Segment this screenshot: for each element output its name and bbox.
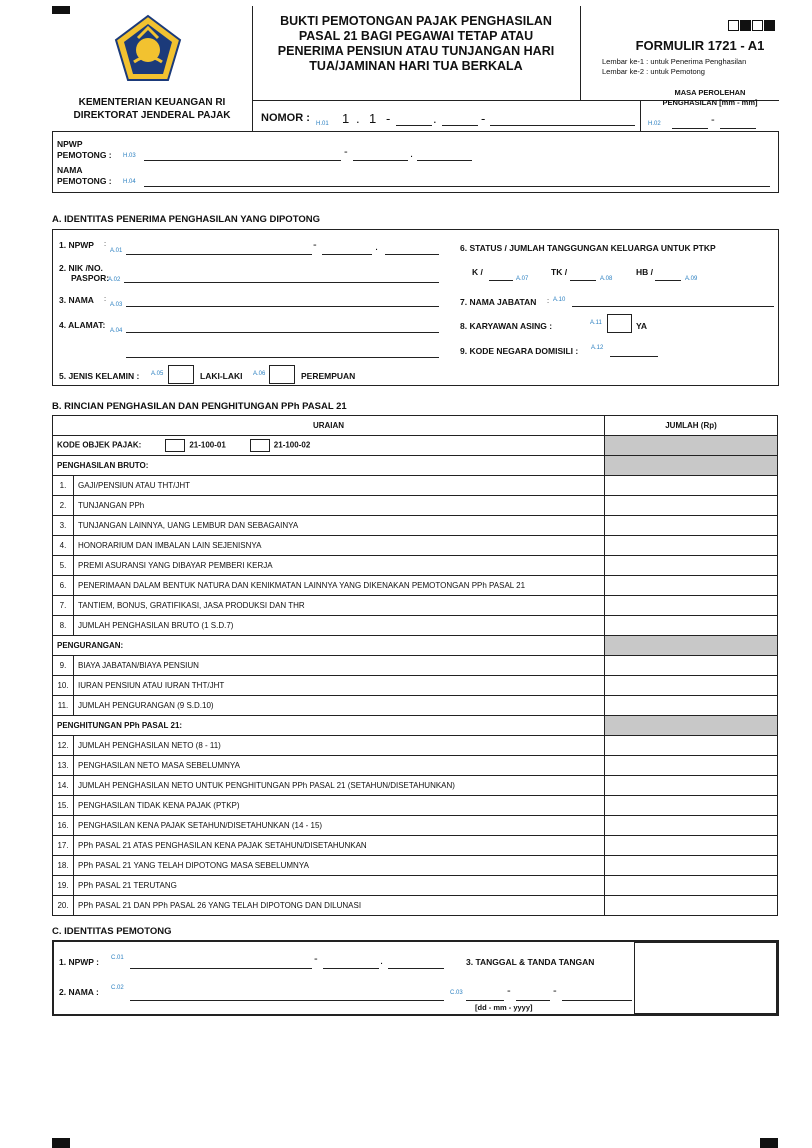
row-amount-field[interactable]	[605, 496, 778, 516]
bruto-header: PENGHASILAN BRUTO:	[53, 456, 605, 476]
row-amount-field[interactable]	[605, 556, 778, 576]
table-row	[53, 776, 778, 796]
sheet-indicator-boxes	[728, 18, 775, 29]
row-number: 16.	[53, 816, 74, 836]
pengurangan-header-amount	[605, 636, 778, 656]
row-number: 18.	[53, 856, 74, 876]
row-number: 3.	[53, 516, 74, 536]
table-row	[53, 576, 778, 596]
row-description: PENGHASILAN KENA PAJAK SETAHUN/DISETAHUNKAN (14 - 15)	[74, 816, 605, 836]
sheet-note-2: Lembar ke-2 : untuk Pemotong	[602, 67, 705, 76]
nama-pemotong-code: H.04	[123, 179, 136, 185]
corner-mark-bottom-right	[760, 1138, 778, 1148]
nomor-dot: .	[433, 111, 437, 126]
a-nik-code: A.02	[108, 277, 121, 283]
row-description: JUMLAH PENGHASILAN NETO (8 - 11)	[74, 736, 605, 756]
npwp-pemotong-code: H.03	[123, 153, 136, 159]
masa-code: H.02	[648, 121, 661, 127]
section-b-title: B. RINCIAN PENGHASILAN DAN PENGHITUNGAN PPh PASAL 21	[52, 401, 347, 412]
npwp-pemotong-label	[57, 139, 112, 161]
row-amount-field[interactable]	[605, 776, 778, 796]
row-number: 2.	[53, 496, 74, 516]
a-npwp-dot: .	[375, 241, 379, 253]
a-nama-colon: :	[104, 294, 107, 303]
row-amount-field[interactable]	[605, 856, 778, 876]
row-number: 20.	[53, 896, 74, 916]
row-amount-field[interactable]	[605, 476, 778, 496]
masa-start-field[interactable]	[672, 128, 708, 129]
nomor-dash-1: -	[386, 111, 391, 126]
c-npwp-dot: .	[380, 955, 384, 967]
a-npwp-field-1[interactable]	[126, 254, 312, 255]
npwp-pemotong-label-1: NPWP	[57, 139, 83, 149]
a-perempuan-label: PEREMPUAN	[301, 371, 356, 381]
table-row	[53, 896, 778, 916]
a-nik-label-2: PASPOR:	[71, 273, 110, 283]
a-npwp-field-2[interactable]	[322, 254, 372, 255]
section-c-title: C. IDENTITAS PEMOTONG	[52, 926, 172, 937]
table-row	[53, 596, 778, 616]
row-number: 17.	[53, 836, 74, 856]
ministry-logo	[112, 14, 184, 86]
sheet-note-1: Lembar ke-1 : untuk Penerima Penghasilan	[602, 57, 747, 66]
a-laki-code: A.05	[151, 371, 164, 377]
c-npwp-label: 1. NPWP :	[59, 957, 99, 967]
kode-objek-amount	[605, 436, 778, 456]
a-k-code: A.07	[516, 276, 529, 282]
row-number: 15.	[53, 796, 74, 816]
table-row	[53, 536, 778, 556]
a-karyawan-asing-label: 8. KARYAWAN ASING :	[460, 321, 553, 331]
masa-line-1: MASA PEROLEHAN	[674, 88, 746, 97]
row-amount-field[interactable]	[605, 896, 778, 916]
form-title-line-3: PENERIMA PENSIUN ATAU TUNJANGAN HARI	[277, 44, 555, 58]
row-number: 10.	[53, 676, 74, 696]
row-amount-field[interactable]	[605, 676, 778, 696]
row-description: TANTIEM, BONUS, GRATIFIKASI, JASA PRODUKSI DAN THR	[74, 596, 605, 616]
c-nama-label: 2. NAMA :	[59, 987, 99, 997]
col-uraian-header: URAIAN	[53, 416, 605, 436]
form-title-line-1: BUKTI PEMOTONGAN PAJAK PENGHASILAN	[280, 14, 552, 28]
ministry-line-2: DIREKTORAT JENDERAL PAJAK	[73, 110, 231, 121]
table-row	[53, 756, 778, 776]
c-nama-field[interactable]	[130, 1000, 444, 1001]
row-description: TUNJANGAN LAINNYA, UANG LEMBUR DAN SEBAGAINYA	[74, 516, 605, 536]
a-status-label: 6. STATUS / JUMLAH TANGGUNGAN KELUARGA UNTUK PTKP	[460, 243, 716, 253]
row-description: JUMLAH PENGHASILAN BRUTO (1 S.D.7)	[74, 616, 605, 636]
row-description: PPh PASAL 21 YANG TELAH DIPOTONG MASA SEBELUMNYA	[74, 856, 605, 876]
row-amount-field[interactable]	[605, 516, 778, 536]
row-description: JUMLAH PENGURANGAN (9 S.D.10)	[74, 696, 605, 716]
nama-pemotong-label	[57, 165, 112, 187]
row-number: 9.	[53, 656, 74, 676]
c-npwp-field-3[interactable]	[388, 968, 444, 969]
a-alamat-label: 4. ALAMAT:	[59, 320, 106, 330]
a-negara-code: A.12	[591, 345, 604, 351]
table-row	[53, 876, 778, 896]
row-amount-field[interactable]	[605, 816, 778, 836]
table-row	[53, 836, 778, 856]
nama-pemotong-label-2: PEMOTONG :	[57, 176, 112, 186]
row-amount-field[interactable]	[605, 836, 778, 856]
nomor-dash-2: -	[481, 111, 486, 126]
row-description: JUMLAH PENGHASILAN NETO UNTUK PENGHITUNGAN PPh PASAL 21 (SETAHUN/DISETAHUNKAN)	[74, 776, 605, 796]
row-amount-field[interactable]	[605, 616, 778, 636]
a-jabatan-code: A.10	[553, 297, 566, 303]
nomor-field-2[interactable]	[442, 125, 478, 126]
a-nama-code: A.03	[110, 302, 123, 308]
a-ya-label: YA	[636, 321, 648, 331]
npwp-pemotong-dash: -	[344, 146, 348, 158]
nama-pemotong-field[interactable]	[144, 186, 770, 187]
a-perempuan-code: A.06	[253, 371, 266, 377]
row-description: PREMI ASURANSI YANG DIBAYAR PEMBERI KERJA	[74, 556, 605, 576]
row-number: 12.	[53, 736, 74, 756]
nomor-label: NOMOR :	[261, 112, 310, 124]
a-npwp-label: 1. NPWP	[59, 240, 94, 250]
table-header-row	[53, 416, 778, 436]
c-npwp-dash: -	[314, 953, 318, 965]
row-number: 4.	[53, 536, 74, 556]
row-description: PPh PASAL 21 DAN PPh PASAL 26 YANG TELAH DIPOTONG DAN DILUNASI	[74, 896, 605, 916]
kode-objek-row	[53, 436, 778, 456]
a-asing-code: A.11	[590, 320, 602, 326]
row-description: PPh PASAL 21 ATAS PENGHASILAN KENA PAJAK SETAHUN/DISETAHUNKAN	[74, 836, 605, 856]
form-number: FORMULIR 1721 - A1	[635, 38, 765, 53]
row-amount-field[interactable]	[605, 876, 778, 896]
c-npwp-code: C.01	[111, 955, 124, 961]
row-amount-field[interactable]	[605, 756, 778, 776]
a-alamat-field-1[interactable]	[126, 332, 439, 333]
row-number: 8.	[53, 616, 74, 636]
a-tk-code: A.08	[600, 276, 613, 282]
c-date-code: C.03	[450, 990, 463, 996]
corner-mark-top-left	[52, 6, 70, 14]
npwp-pemotong-label-2: PEMOTONG :	[57, 150, 112, 160]
a-nama-field[interactable]	[126, 306, 439, 307]
a-kode-negara-label: 9. KODE NEGARA DOMISILI :	[460, 346, 579, 356]
kode-21-100-02-label: 21-100-02	[273, 440, 311, 450]
section-a-title: A. IDENTITAS PENERIMA PENGHASILAN YANG DIPOTONG	[52, 214, 320, 225]
pph-header-row	[53, 716, 778, 736]
row-number: 11.	[53, 696, 74, 716]
pph-header-amount	[605, 716, 778, 736]
table-row	[53, 816, 778, 836]
a-k-field[interactable]	[489, 280, 513, 281]
a-laki-laki-checkbox[interactable]	[168, 365, 194, 384]
a-jabatan-field[interactable]	[572, 306, 774, 307]
a-hb-label: HB /	[636, 267, 653, 277]
pph-header: PENGHITUNGAN PPh PASAL 21:	[53, 716, 605, 736]
signature-box[interactable]	[634, 942, 777, 1014]
form-title-line-4: TUA/JAMINAN HARI TUA BERKALA	[309, 59, 523, 73]
table-row	[53, 496, 778, 516]
c-date-dash-1: -	[507, 985, 511, 997]
pengurangan-header: PENGURANGAN:	[53, 636, 605, 656]
pemotong-header-box	[52, 131, 779, 193]
row-number: 1.	[53, 476, 74, 496]
col-jumlah-header: JUMLAH (Rp)	[605, 416, 778, 436]
rincian-table	[52, 415, 778, 916]
npwp-pemotong-dot: .	[410, 148, 414, 160]
c-npwp-field-1[interactable]	[130, 968, 312, 969]
bruto-header-amount	[605, 456, 778, 476]
row-number: 7.	[53, 596, 74, 616]
row-amount-field[interactable]	[605, 536, 778, 556]
a-tk-field[interactable]	[570, 280, 596, 281]
table-row	[53, 676, 778, 696]
a-nik-label-1: 2. NIK /NO.	[59, 263, 103, 273]
a-karyawan-asing-checkbox[interactable]	[607, 314, 632, 333]
a-npwp-code: A.01	[110, 248, 123, 254]
table-row	[53, 516, 778, 536]
row-description: GAJI/PENSIUN ATAU THT/JHT	[74, 476, 605, 496]
table-row	[53, 736, 778, 756]
masa-end-field[interactable]	[720, 128, 756, 129]
masa-dash: -	[711, 114, 715, 126]
c-date-day-field[interactable]	[466, 1000, 504, 1001]
bruto-header-row	[53, 456, 778, 476]
row-description: PENGHASILAN NETO MASA SEBELUMNYA	[74, 756, 605, 776]
a-hb-code: A.09	[685, 276, 698, 282]
a-jenis-kelamin-label: 5. JENIS KELAMIN :	[59, 371, 140, 381]
row-number: 6.	[53, 576, 74, 596]
table-row	[53, 856, 778, 876]
ministry-name	[52, 96, 252, 122]
row-number: 13.	[53, 756, 74, 776]
pengurangan-header-row	[53, 636, 778, 656]
kode-objek-label: KODE OBJEK PAJAK:	[57, 440, 142, 450]
form-title	[252, 14, 580, 74]
row-amount-field[interactable]	[605, 656, 778, 676]
a-jabatan-label: 7. NAMA JABATAN	[460, 297, 537, 307]
row-description: PENGHASILAN TIDAK KENA PAJAK (PTKP)	[74, 796, 605, 816]
form-title-line-2: PASAL 21 BAGI PEGAWAI TETAP ATAU	[298, 29, 534, 43]
row-description: IURAN PENSIUN ATAU IURAN THT/JHT	[74, 676, 605, 696]
a-alamat-code: A.04	[110, 328, 123, 334]
table-row	[53, 656, 778, 676]
a-nik-label	[59, 263, 109, 283]
row-number: 5.	[53, 556, 74, 576]
kode-21-100-01-checkbox[interactable]	[165, 439, 185, 452]
row-description: BIAYA JABATAN/BIAYA PENSIUN	[74, 656, 605, 676]
row-amount-field[interactable]	[605, 736, 778, 756]
a-nama-label: 3. NAMA	[59, 295, 94, 305]
a-nik-field[interactable]	[124, 282, 439, 283]
a-kode-negara-field[interactable]	[610, 356, 658, 357]
npwp-pemotong-field-1[interactable]	[144, 160, 341, 161]
a-npwp-colon: :	[104, 239, 107, 248]
c-ttd-label: 3. TANGGAL & TANDA TANGAN	[466, 957, 595, 967]
masa-perolehan-label	[645, 88, 775, 108]
nomor-separator-dot: .	[356, 111, 360, 126]
kode-21-100-02-checkbox[interactable]	[250, 439, 270, 452]
c-nama-code: C.02	[111, 985, 124, 991]
corner-mark-bottom-left	[52, 1138, 70, 1148]
row-description: HONORARIUM DAN IMBALAN LAIN SEJENISNYA	[74, 536, 605, 556]
table-row	[53, 476, 778, 496]
row-amount-field[interactable]	[605, 796, 778, 816]
c-date-format: [dd - mm - yyyy]	[475, 1003, 533, 1012]
npwp-pemotong-field-3[interactable]	[417, 160, 472, 161]
nomor-digit-2: 1	[369, 111, 377, 126]
kode-objek-cell	[53, 436, 605, 456]
a-tk-label: TK /	[551, 267, 568, 277]
table-row	[53, 556, 778, 576]
c-date-year-field[interactable]	[562, 1000, 632, 1001]
c-date-month-field[interactable]	[516, 1000, 550, 1001]
npwp-pemotong-field-2[interactable]	[353, 160, 408, 161]
table-row	[53, 616, 778, 636]
nomor-field-1[interactable]	[396, 125, 432, 126]
nomor-digit-1: 1	[342, 111, 350, 126]
table-row	[53, 696, 778, 716]
row-number: 14.	[53, 776, 74, 796]
nomor-field-3[interactable]	[490, 125, 635, 126]
a-k-label: K /	[472, 267, 483, 277]
masa-line-2: PENGHASILAN [mm - mm]	[662, 98, 758, 107]
nomor-code: H.01	[316, 121, 329, 127]
row-number: 19.	[53, 876, 74, 896]
row-description: PPh PASAL 21 TERUTANG	[74, 876, 605, 896]
c-npwp-field-2[interactable]	[323, 968, 379, 969]
row-description: TUNJANGAN PPh	[74, 496, 605, 516]
row-amount-field[interactable]	[605, 576, 778, 596]
c-date-dash-2: -	[553, 985, 557, 997]
a-alamat-field-2[interactable]	[126, 357, 439, 358]
a-laki-laki-label: LAKI-LAKI	[200, 371, 243, 381]
row-description: PENERIMAAN DALAM BENTUK NATURA DAN KENIKMATAN LAINNYA YANG DIKENAKAN PEMOTONGAN PPh PASAL 21	[74, 576, 605, 596]
a-jabatan-colon: :	[547, 296, 550, 305]
a-npwp-field-3[interactable]	[385, 254, 439, 255]
nama-pemotong-label-1: NAMA	[57, 165, 83, 175]
ministry-line-1: KEMENTERIAN KEUANGAN RI	[78, 97, 226, 108]
row-amount-field[interactable]	[605, 696, 778, 716]
a-npwp-dash: -	[313, 239, 317, 251]
row-amount-field[interactable]	[605, 596, 778, 616]
a-perempuan-checkbox[interactable]	[269, 365, 295, 384]
a-hb-field[interactable]	[655, 280, 681, 281]
kode-21-100-01-label: 21-100-01	[189, 440, 226, 450]
table-row	[53, 796, 778, 816]
